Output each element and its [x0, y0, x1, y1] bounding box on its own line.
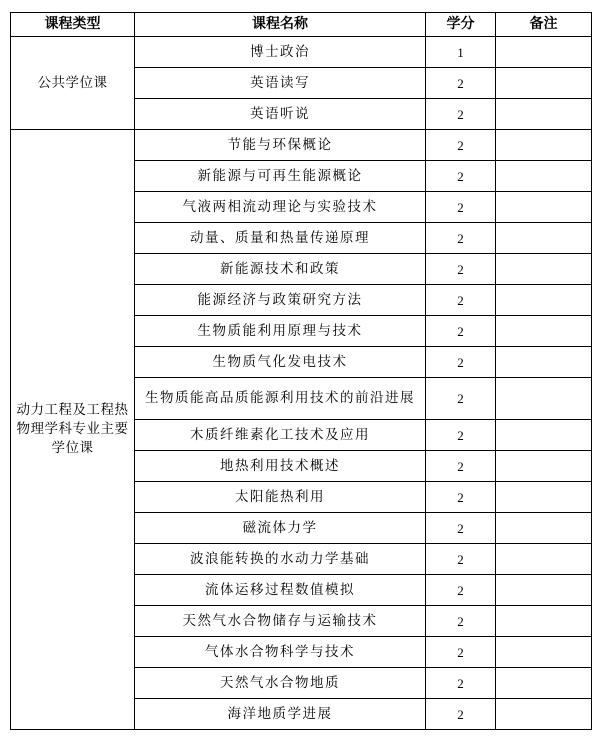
credit-cell: 2 [426, 68, 496, 99]
note-cell [496, 254, 592, 285]
course-name-cell: 英语读写 [135, 68, 426, 99]
course-name-cell: 新能源与可再生能源概论 [135, 161, 426, 192]
credit-cell: 2 [426, 316, 496, 347]
course-name-cell: 气体水合物科学与技术 [135, 637, 426, 668]
header-credit: 学分 [426, 13, 496, 37]
course-name-cell: 气液两相流动理论与实验技术 [135, 192, 426, 223]
credit-cell: 2 [426, 192, 496, 223]
course-name-cell: 磁流体力学 [135, 513, 426, 544]
header-course-name: 课程名称 [135, 13, 426, 37]
course-name-cell: 海洋地质学进展 [135, 699, 426, 730]
note-cell [496, 606, 592, 637]
note-cell [496, 37, 592, 68]
course-name-cell: 英语听说 [135, 99, 426, 130]
note-cell [496, 513, 592, 544]
course-name-cell: 天然气水合物储存与运输技术 [135, 606, 426, 637]
credit-cell: 2 [426, 161, 496, 192]
course-type-cell: 公共学位课 [11, 37, 135, 130]
credit-cell: 1 [426, 37, 496, 68]
credit-cell: 2 [426, 668, 496, 699]
note-cell [496, 99, 592, 130]
credit-cell: 2 [426, 482, 496, 513]
credit-cell: 2 [426, 254, 496, 285]
header-row [11, 13, 592, 37]
credit-cell: 2 [426, 347, 496, 378]
course-name-cell: 生物质能利用原理与技术 [135, 316, 426, 347]
course-name-cell: 地热利用技术概述 [135, 451, 426, 482]
credit-cell: 2 [426, 544, 496, 575]
note-cell [496, 699, 592, 730]
note-cell [496, 316, 592, 347]
course-name-cell: 木质纤维素化工技术及应用 [135, 420, 426, 451]
credit-cell: 2 [426, 699, 496, 730]
course-table-body [11, 37, 592, 730]
note-cell [496, 192, 592, 223]
credit-cell: 2 [426, 575, 496, 606]
note-cell [496, 285, 592, 316]
note-cell [496, 68, 592, 99]
credit-cell: 2 [426, 420, 496, 451]
credit-cell: 2 [426, 99, 496, 130]
course-table [10, 12, 592, 730]
note-cell [496, 544, 592, 575]
header-course-type: 课程类型 [11, 13, 135, 37]
course-name-cell: 生物质气化发电技术 [135, 347, 426, 378]
course-name-cell: 生物质能高品质能源利用技术的前沿进展 [135, 378, 426, 420]
course-name-cell: 太阳能热利用 [135, 482, 426, 513]
header-note: 备注 [496, 13, 592, 37]
note-cell [496, 347, 592, 378]
note-cell [496, 668, 592, 699]
credit-cell: 2 [426, 378, 496, 420]
note-cell [496, 451, 592, 482]
note-cell [496, 637, 592, 668]
course-name-cell: 博士政治 [135, 37, 426, 68]
course-name-cell: 新能源技术和政策 [135, 254, 426, 285]
credit-cell: 2 [426, 451, 496, 482]
credit-cell: 2 [426, 606, 496, 637]
credit-cell: 2 [426, 513, 496, 544]
note-cell [496, 223, 592, 254]
note-cell [496, 482, 592, 513]
note-cell [496, 161, 592, 192]
table-row [11, 130, 592, 161]
course-name-cell: 能源经济与政策研究方法 [135, 285, 426, 316]
credit-cell: 2 [426, 130, 496, 161]
note-cell [496, 575, 592, 606]
course-name-cell: 天然气水合物地质 [135, 668, 426, 699]
note-cell [496, 130, 592, 161]
note-cell [496, 378, 592, 420]
course-name-cell: 动量、质量和热量传递原理 [135, 223, 426, 254]
credit-cell: 2 [426, 285, 496, 316]
course-name-cell: 波浪能转换的水动力学基础 [135, 544, 426, 575]
course-type-cell: 动力工程及工程热物理学科专业主要学位课 [11, 130, 135, 730]
course-name-cell: 流体运移过程数值模拟 [135, 575, 426, 606]
credit-cell: 2 [426, 223, 496, 254]
credit-cell: 2 [426, 637, 496, 668]
table-row [11, 37, 592, 68]
note-cell [496, 420, 592, 451]
course-name-cell: 节能与环保概论 [135, 130, 426, 161]
